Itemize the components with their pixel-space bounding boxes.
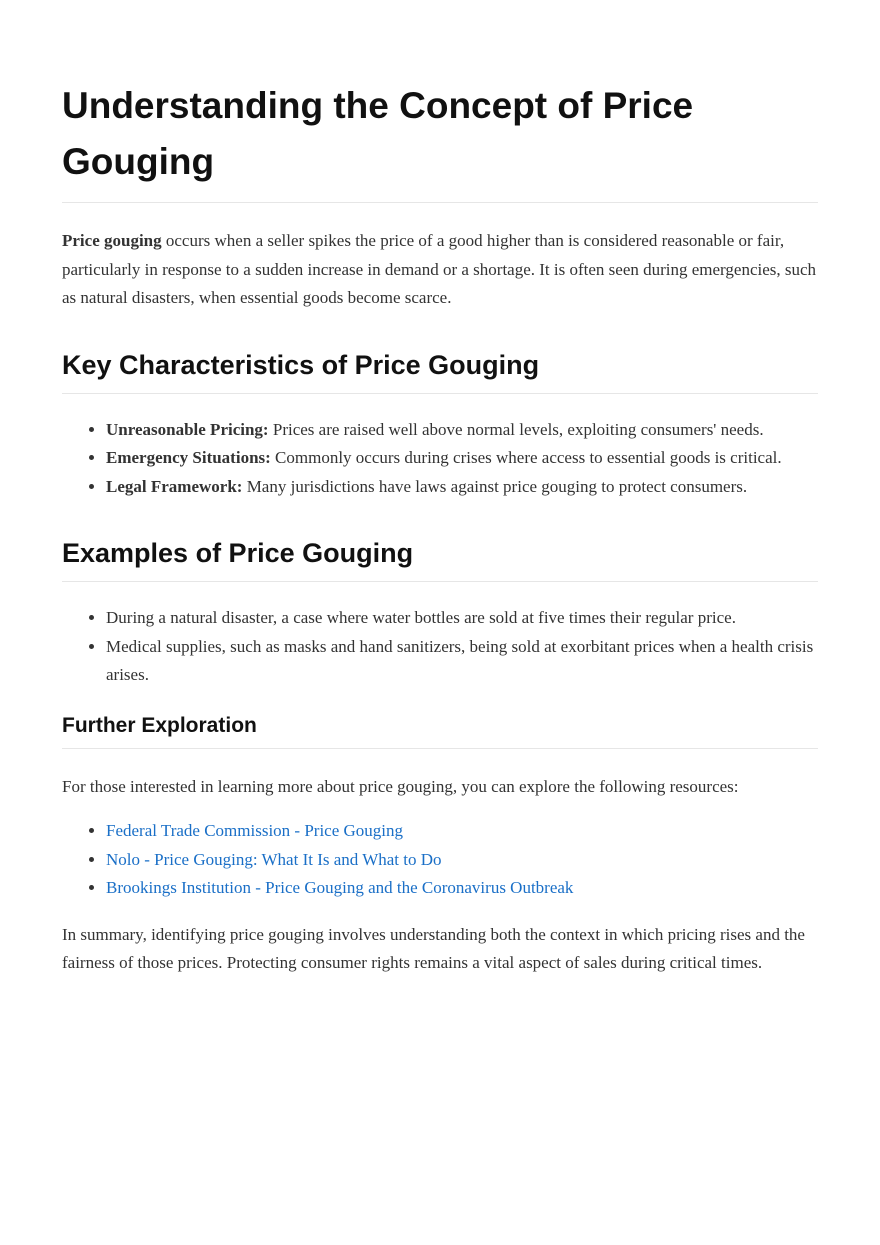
intro-text: occurs when a seller spikes the price of a good higher than is considered reasonable or fair, particularly in response to a sudden increase in demand or a shortage. It is often seen during emergencies, such as natural disasters, when essential goods become scarce. (62, 231, 817, 307)
list-item (106, 473, 818, 502)
list-item (106, 846, 818, 875)
list-item (106, 444, 818, 473)
section-heading-examples: Examples of Price Gouging (62, 535, 818, 582)
section-heading-characteristics: Key Characteristics of Price Gouging (62, 347, 818, 394)
link-ftc-price-gouging[interactable]: Federal Trade Commission - Price Gouging (106, 821, 404, 840)
summary-paragraph: In summary, identifying price gouging involves understanding both the context in which pricing rises and the fairness of those prices. Protecting consumer rights remains a vital aspect of sales during critical times. (62, 924, 805, 972)
resource-links-list (62, 817, 818, 903)
list-item-text: Many jurisdictions have laws against price gouging to protect consumers. (242, 476, 748, 496)
intro-paragraph (62, 227, 818, 313)
characteristics-list (62, 416, 818, 502)
list-item-label: Legal Framework: (106, 476, 243, 496)
list-item-text: Commonly occurs during crises where access to essential goods is critical. (270, 448, 782, 467)
list-item (106, 874, 818, 903)
list-item: • Medical supplies, such as masks and hand sanitizers, being sold at exorbitant prices when a health crisis arises. (106, 633, 818, 690)
link-nolo-price-gouging[interactable]: Nolo - Price Gouging: What It Is and What to Do (106, 849, 442, 869)
list-item (106, 416, 818, 445)
examples-list (62, 604, 818, 690)
page-title: Understanding the Concept of Price Gouging (62, 78, 818, 203)
link-brookings-price-gouging[interactable]: Brookings Institution - Price Gouging and the Coronavirus Outbreak (106, 878, 574, 897)
document (62, 78, 818, 978)
intro-term: Price gouging (62, 231, 162, 250)
list-item: • During a natural disaster, a case where water bottles are sold at five times their regular price. (106, 604, 818, 633)
further-intro: For those interested in learning more about price gouging, you can explore the following resources: (62, 776, 739, 796)
list-item (106, 817, 818, 846)
section-heading-further: Further Exploration (62, 712, 818, 749)
list-item-label: Emergency Situations: (106, 448, 271, 467)
list-item-text: Prices are raised well above normal levels, exploiting consumers' needs. (268, 419, 764, 439)
list-item-label: Unreasonable Pricing: (106, 419, 269, 439)
